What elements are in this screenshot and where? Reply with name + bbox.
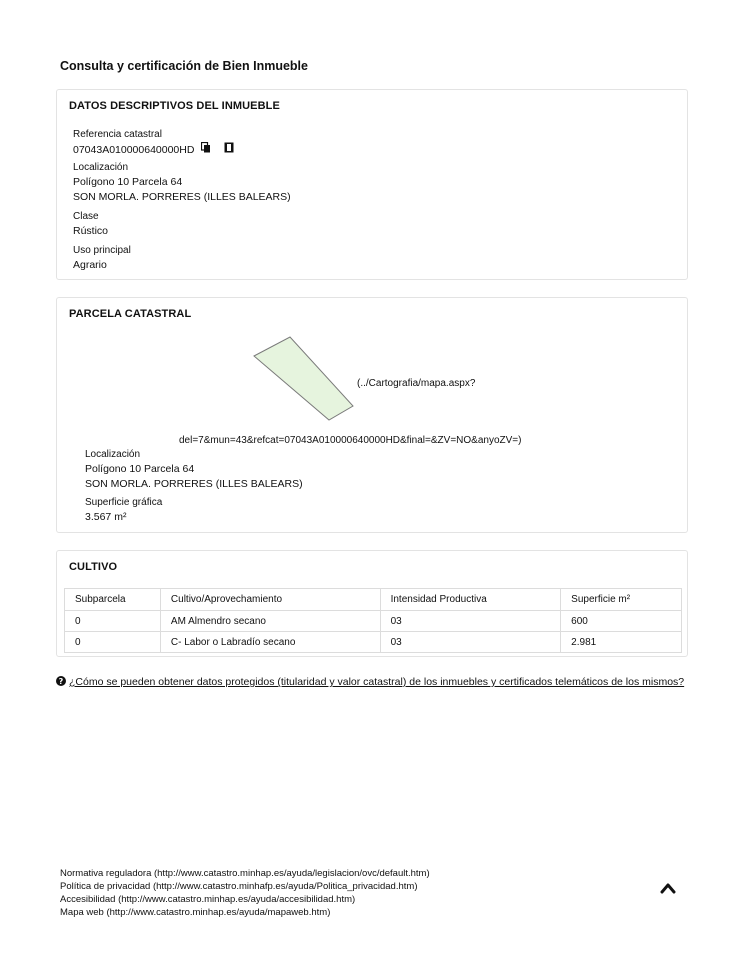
page-title: Consulta y certificación de Bien Inmueble: [60, 59, 308, 73]
col-superficie: Superficie m²: [561, 589, 682, 611]
chevron-up-icon: [660, 882, 676, 894]
copy-icon[interactable]: [201, 142, 211, 158]
clase-value: Rústico: [73, 225, 109, 237]
cell-superficie: 600: [561, 611, 682, 632]
parcela-localizacion-label: Localización: [85, 449, 141, 460]
referencia-row: [73, 142, 234, 158]
col-cultivo: Cultivo/Aprovechamiento: [160, 589, 380, 611]
superficie-grafica-label: Superficie gráfica: [85, 497, 163, 508]
footer-link-normativa[interactable]: Normativa reguladora (http://www.catastro.minhap.es/ayuda/legislacion/ovc/default.htm): [60, 868, 430, 879]
cultivo-table-header: [65, 589, 682, 611]
cell-superficie: 2.981: [561, 632, 682, 653]
cell-subparcela: 0: [65, 632, 161, 653]
map-link-part2[interactable]: del=7&mun=43&refcat=07043A010000640000HD&final=&ZV=NO&anyoZV=): [179, 435, 522, 446]
datos-descriptivos-heading: DATOS DESCRIPTIVOS DEL INMUEBLE: [69, 100, 280, 112]
footer-link-accesibilidad[interactable]: Accesibilidad (http://www.catastro.minhap.es/ayuda/accesibilidad.htm): [60, 894, 356, 905]
footer-link-privacidad[interactable]: Política de privacidad (http://www.catastro.minhafp.es/ayuda/Politica_privacidad.htm): [60, 881, 418, 892]
document-icon[interactable]: [224, 142, 234, 158]
map-link-part1[interactable]: (../Cartografia/mapa.aspx?: [357, 378, 476, 389]
parcela-localizacion-line2: SON MORLA. PORRERES (ILLES BALEARS): [85, 478, 303, 490]
col-subparcela: Subparcela: [65, 589, 161, 611]
parcela-catastral-heading: PARCELA CATASTRAL: [69, 308, 192, 320]
localizacion-label: Localización: [73, 162, 129, 173]
referencia-value: 07043A010000640000HD: [73, 143, 195, 156]
cultivo-table: [64, 588, 682, 653]
datos-descriptivos-panel: [56, 89, 688, 280]
footer-link-mapa-web[interactable]: Mapa web (http://www.catastro.minhap.es/ayuda/mapaweb.htm): [60, 907, 331, 918]
clase-label: Clase: [73, 211, 99, 222]
footer: [60, 867, 430, 919]
cell-subparcela: 0: [65, 611, 161, 632]
localizacion-line1: Polígono 10 Parcela 64: [73, 176, 183, 188]
parcel-map[interactable]: [251, 334, 361, 424]
cell-intensidad: 03: [380, 611, 561, 632]
table-row: [65, 632, 682, 653]
localizacion-line2: SON MORLA. PORRERES (ILLES BALEARS): [73, 191, 291, 203]
uso-principal-value: Agrario: [73, 259, 107, 271]
col-intensidad: Intensidad Productiva: [380, 589, 561, 611]
question-circle-icon: [56, 676, 66, 690]
cultivo-panel: [56, 550, 688, 657]
help-link[interactable]: [56, 675, 688, 690]
svg-text:?: ?: [58, 677, 64, 686]
back-to-top-button[interactable]: [660, 881, 676, 899]
cell-cultivo: AM Almendro secano: [160, 611, 380, 632]
parcel-shape: [254, 337, 353, 420]
parcela-catastral-panel: [56, 297, 688, 533]
parcela-localizacion-line1: Polígono 10 Parcela 64: [85, 463, 195, 475]
table-row: [65, 611, 682, 632]
help-link-text: ¿Cómo se pueden obtener datos protegidos (titularidad y valor catastral) de los inmuebles y certificados telemáticos de los mismos?: [69, 676, 685, 688]
uso-principal-label: Uso principal: [73, 245, 131, 256]
referencia-label: Referencia catastral: [73, 129, 162, 140]
superficie-grafica-value: 3.567 m²: [85, 511, 127, 523]
cell-intensidad: 03: [380, 632, 561, 653]
cell-cultivo: C- Labor o Labradío secano: [160, 632, 380, 653]
cultivo-heading: CULTIVO: [69, 561, 118, 573]
